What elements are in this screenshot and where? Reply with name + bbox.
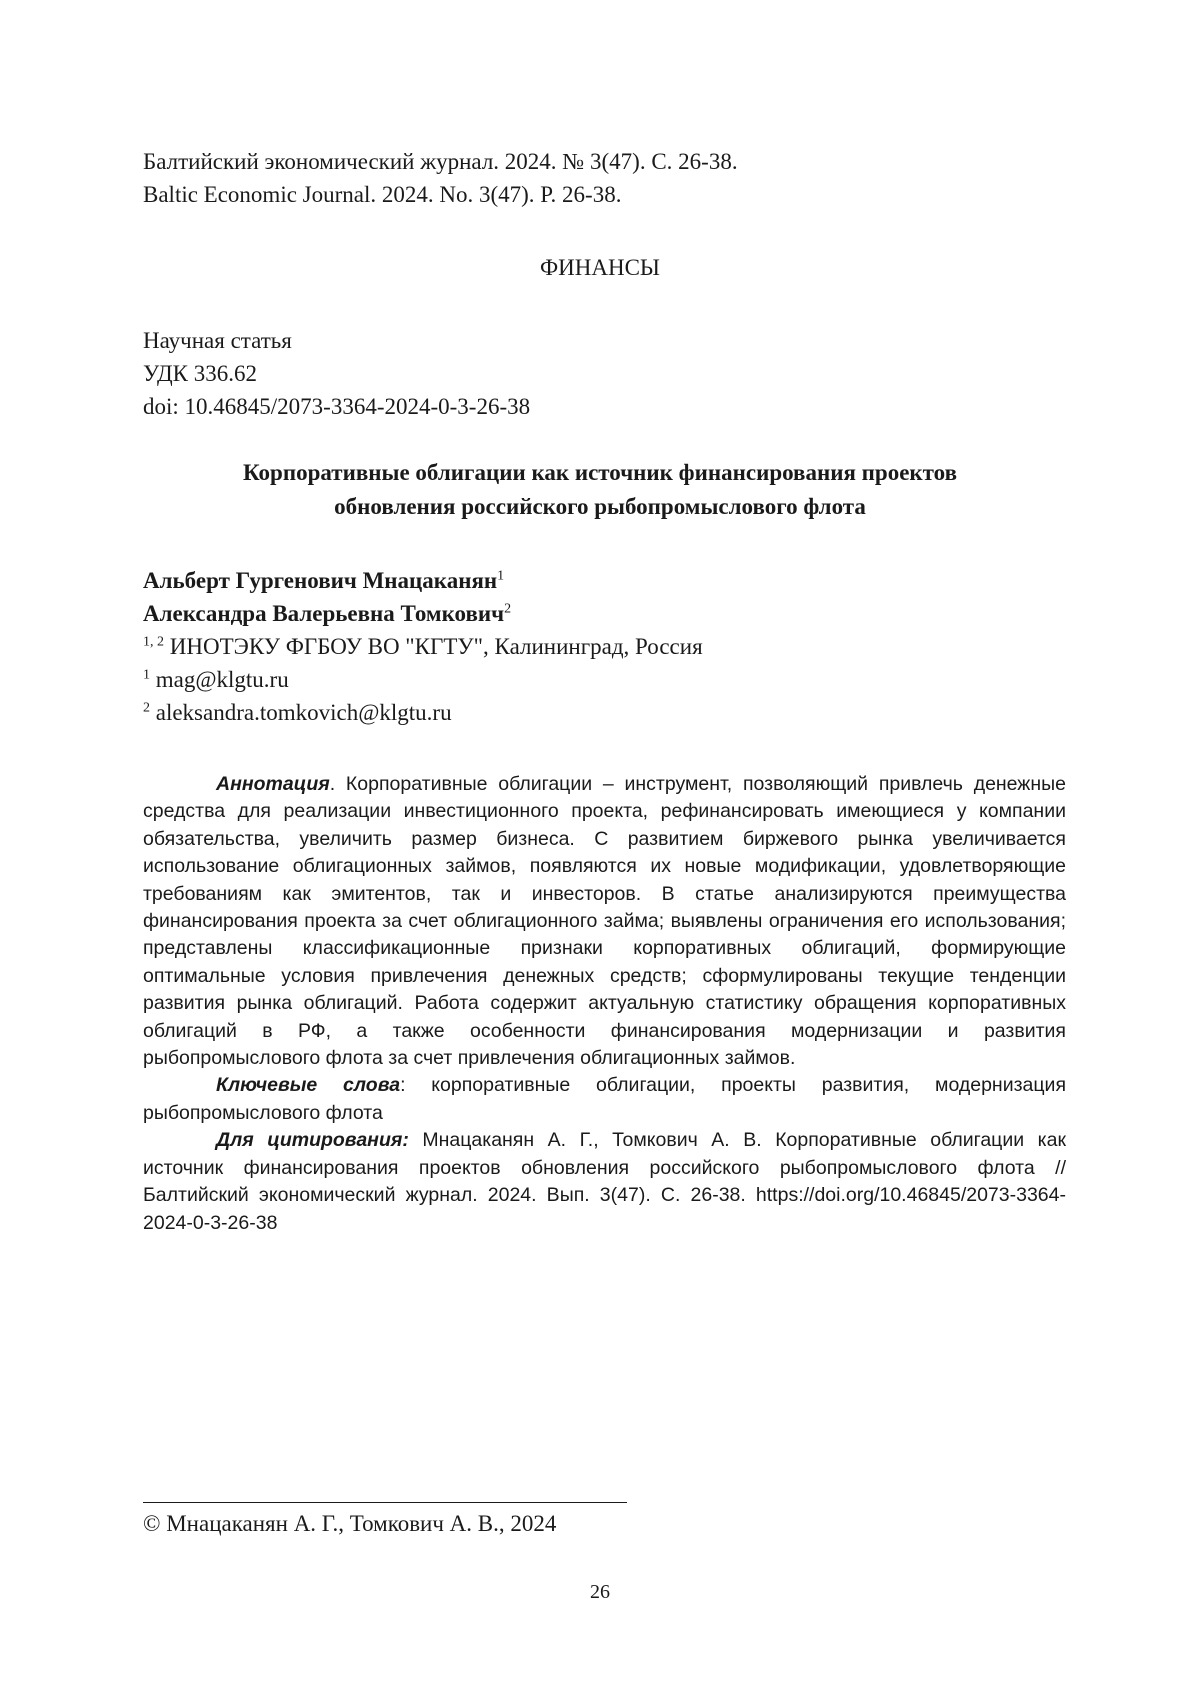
author-sup: 2: [504, 601, 512, 617]
title-line-2: обновления российского рыбопромыслового флота: [334, 494, 866, 519]
abstract-paragraph: [143, 771, 1066, 1072]
keywords-paragraph: [143, 1072, 1066, 1127]
email-sup: 2: [143, 700, 150, 716]
title-line-1: Корпоративные облигации как источник финансирования проектов: [243, 460, 957, 485]
affiliation-sup: 1, 2: [143, 634, 164, 650]
affiliation: [143, 630, 703, 663]
article-title: [143, 456, 1057, 524]
affiliation-text: ИНОТЭКУ ФГБОУ ВО "КГТУ", Калининград, Россия: [169, 634, 703, 659]
journal-line-en: Baltic Economic Journal. 2024. No. 3(47). P. 26-38.: [143, 182, 622, 207]
page-number: 26: [590, 1581, 610, 1603]
article-type: Научная статья: [143, 328, 292, 353]
author-2: [143, 597, 703, 630]
email-text: mag@klgtu.ru: [155, 667, 289, 692]
author-name: Александра Валерьевна Томкович: [143, 601, 505, 626]
footnote-divider: [143, 1502, 627, 1503]
keywords-label: Ключевые слова: [216, 1074, 401, 1097]
abstract-text: . Корпоративные облигации – инструмент, позволяющий привлечь денежные средства для реализации инвестиционного проекта, рефинансировать имеющиеся у компании обязательства, увеличить размер бизнеса. С развитием биржевого рынка увеличивается использование облигационных займов, появляются их новые модификации, удовлетворяющие требованиям как эмитентов, так и инвесторов. В статье анализируются преимущества финансирования проекта за счет облигационного займа; выявлены ограничения его использования; представлены классификационные признаки корпоративных облигаций, формирующие оптимальные условия привлечения денежных средств; сформулированы текущие тенденции развития рынка облигаций. Работа содержит актуальную статистику обращения корпоративных облигаций в РФ, а также особенности финансирования модернизации и развития рыбопромыслового флота за счет привлечения облигационных займов.: [143, 773, 1066, 1070]
abstract-label: Аннотация: [216, 773, 330, 795]
citation-text: Мнацаканян А. Г., Томкович А. В. Корпоративные облигации как источник финансирования проектов обновления российского рыбопромыслового флота // Балтийский экономический журнал. 2024. Вып. 3(47). С. 26-38. https://doi.org/10.46845/2073-3364-2024-0-3-26-38: [143, 1129, 1066, 1234]
journal-line-ru: Балтийский экономический журнал. 2024. № 3(47). С. 26-38.: [143, 149, 738, 174]
citation-label: Для цитирования:: [216, 1129, 409, 1152]
email-text: aleksandra.tomkovich@klgtu.ru: [155, 700, 452, 725]
udk-code: УДК 336.62: [143, 361, 257, 386]
email-2: [143, 696, 703, 729]
keywords-text: : корпоративные облигации, проекты развития, модернизация рыбопромыслового флота: [143, 1074, 1067, 1124]
email-sup: 1: [143, 667, 150, 683]
abstract-block: [143, 771, 1066, 1237]
citation-paragraph: [143, 1127, 1066, 1237]
email-1: [143, 663, 703, 696]
doi: doi: 10.46845/2073-3364-2024-0-3-26-38: [143, 394, 531, 419]
copyright-notice: © Мнацаканян А. Г., Томкович А. В., 2024: [143, 1511, 557, 1536]
authors-block: [143, 564, 703, 729]
author-name: Альберт Гургенович Мнацаканян: [143, 568, 498, 593]
author-1: [143, 564, 703, 597]
journal-citation-header: [143, 145, 738, 211]
section-heading: ФИНАНСЫ: [539, 255, 660, 280]
author-sup: 1: [497, 568, 505, 584]
article-meta: [143, 324, 530, 423]
